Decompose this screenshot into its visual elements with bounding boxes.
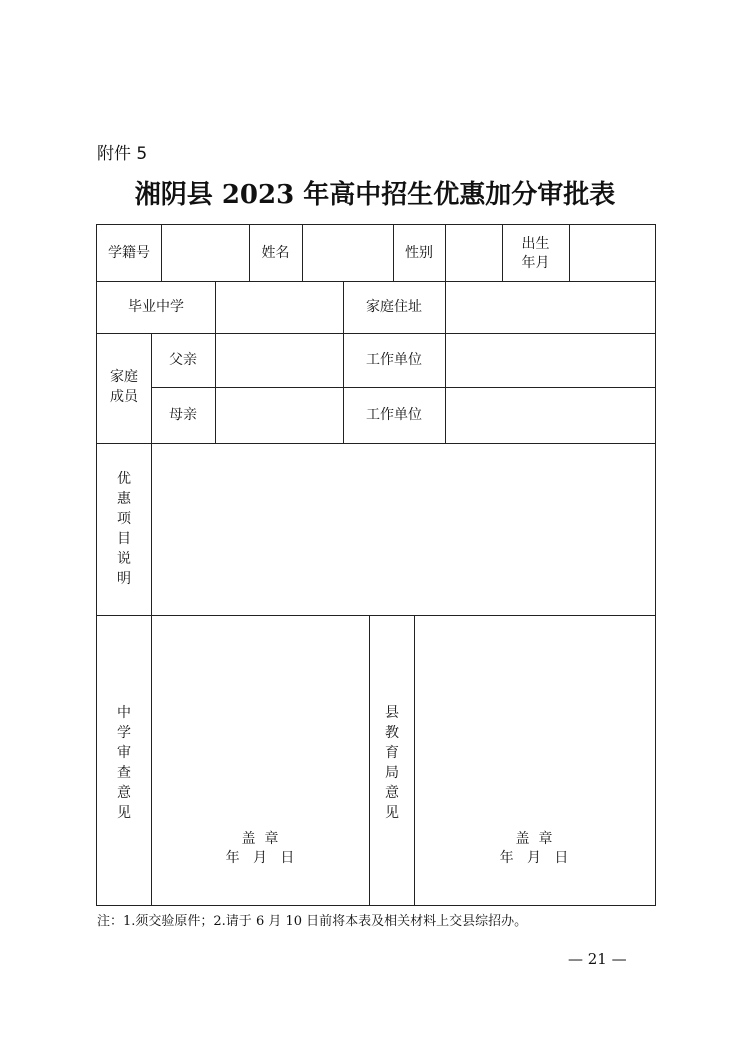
col-divider — [151, 443, 152, 615]
name-label: 姓名 — [261, 245, 290, 261]
col-divider — [215, 281, 216, 443]
col-divider — [369, 615, 370, 905]
footnote: 注：1.须交验原件；2.请于 6 月 10 日前将本表及相关材料上交县综招办。 — [97, 914, 528, 929]
col-divider — [445, 281, 446, 443]
student-id-label: 学籍号 — [108, 245, 150, 261]
page-number: — 21 — — [568, 950, 627, 968]
gender-label: 性别 — [405, 245, 433, 261]
bonus-items-label: 优惠项目说明 — [117, 471, 131, 587]
row-divider — [97, 443, 655, 444]
bureau-seal-label: 盖 章 — [515, 831, 553, 847]
row-divider — [97, 281, 655, 282]
form-title: 湘阴县 2023 年高中招生优惠加分审批表 — [134, 180, 616, 210]
col-divider — [151, 333, 152, 443]
school-label: 毕业中学 — [128, 299, 184, 315]
mother-work-unit-label: 工作单位 — [366, 407, 422, 423]
father-work-unit-label: 工作单位 — [366, 352, 422, 368]
col-divider — [445, 225, 446, 281]
col-divider — [161, 225, 162, 281]
approval-form-table — [96, 224, 656, 906]
address-label: 家庭住址 — [366, 299, 422, 315]
school-date-label: 年 月 日 — [225, 850, 295, 866]
col-divider — [569, 225, 570, 281]
row-divider — [151, 387, 655, 388]
family-label-line2: 成员 — [110, 389, 138, 405]
col-divider — [302, 225, 303, 281]
school-seal-label: 盖 章 — [241, 831, 279, 847]
family-label-line1: 家庭 — [110, 369, 138, 385]
row-divider — [97, 615, 655, 616]
bureau-date-label: 年 月 日 — [499, 850, 569, 866]
birth-label-line1: 出生 — [521, 236, 550, 252]
school-review-label: 中学审查意见 — [117, 705, 131, 821]
row-divider — [97, 333, 655, 334]
bureau-review-label: 县教育局意见 — [385, 705, 399, 821]
mother-label: 母亲 — [169, 407, 197, 423]
attachment-label: 附件 5 — [97, 144, 148, 164]
birth-label-line2: 年月 — [521, 255, 550, 271]
father-label: 父亲 — [169, 352, 197, 368]
